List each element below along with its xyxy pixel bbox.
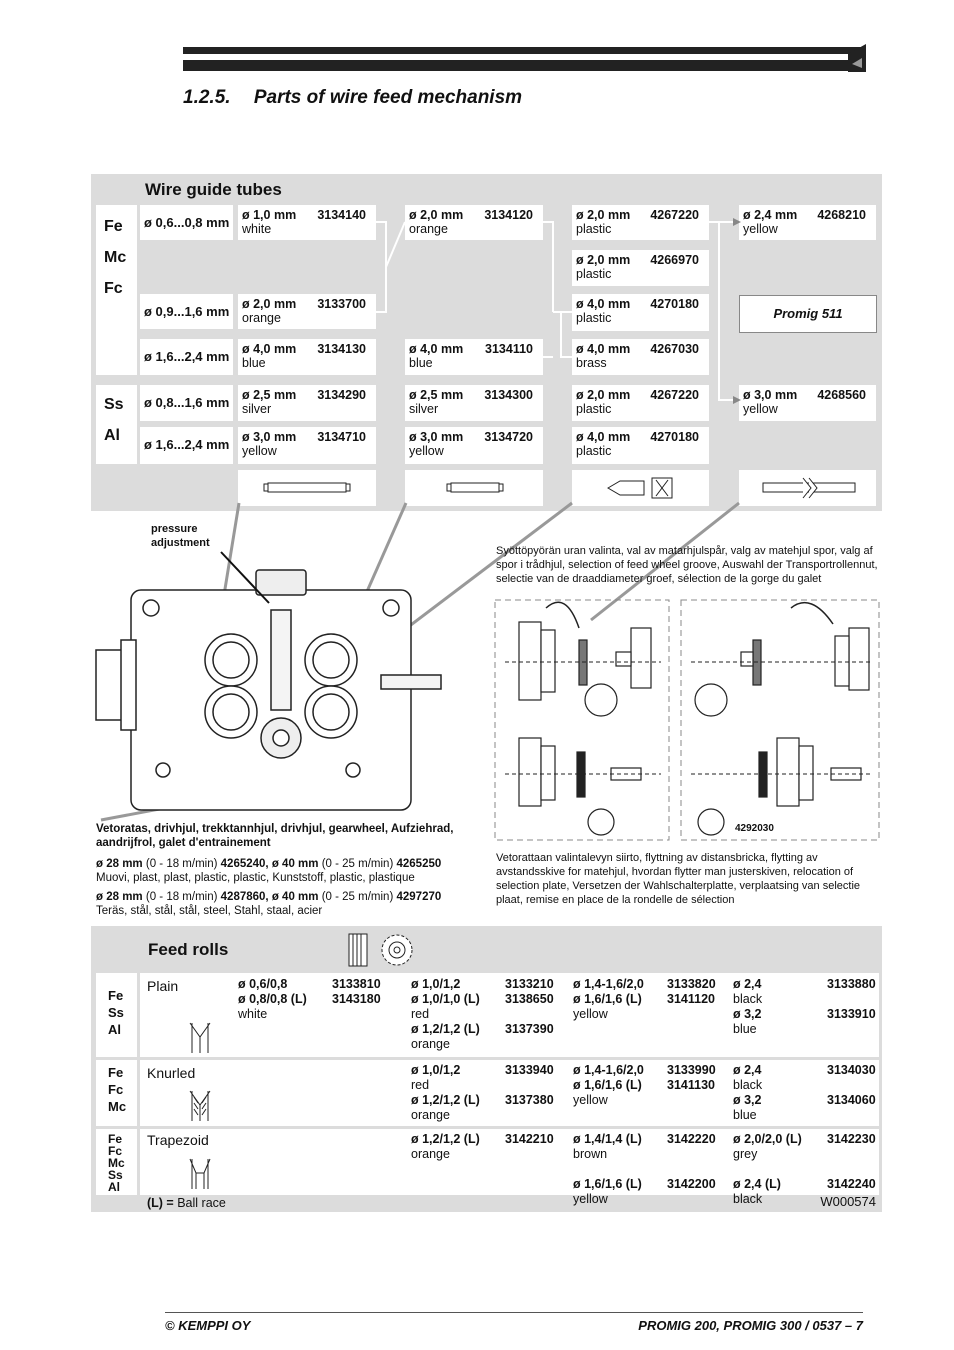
roll-entry: ø 1,0/1,0 (L) 3138650 bbox=[411, 992, 554, 1006]
connector-lines bbox=[91, 174, 882, 511]
plain-groove-icon bbox=[187, 1021, 213, 1055]
roll-column bbox=[411, 1132, 554, 1162]
tube-cell: ø 2,4 mm 4268210 yellow bbox=[739, 205, 876, 240]
gearwheel-plastic: ø 28 mm (0 - 18 m/min) 4265240, ø 40 mm (0 - 25 m/min) 4265250 Muovi, plast, plast, plastic, plastic, Kunststoff, plastic, plastique bbox=[96, 858, 442, 884]
tube-cell: ø 4,0 mm 4270180 plastic bbox=[572, 427, 709, 464]
diameter-range: ø 0,8...1,6 mm bbox=[140, 385, 233, 421]
roll-entry: ø 2,4 (L) 3142240 bbox=[733, 1177, 876, 1191]
tube-cell: ø 2,5 mm 3134300 silver bbox=[405, 385, 543, 421]
roll-entry: red bbox=[411, 1078, 430, 1092]
materials: Fe Fc Mc bbox=[108, 1065, 127, 1114]
tube-cell: ø 2,5 mm 3134290 silver bbox=[238, 385, 376, 421]
knurled-groove-icon bbox=[187, 1089, 213, 1123]
material-fe: Fe bbox=[104, 218, 123, 235]
roll-entry: ø 0,8/0,8 (L) 3143180 bbox=[238, 992, 381, 1006]
diameter-range: ø 0,6...0,8 mm bbox=[140, 205, 233, 240]
pressure-adjustment-label: pressure adjustment bbox=[151, 523, 210, 549]
roll-entry: red bbox=[411, 1007, 430, 1021]
tube-cell: ø 2,0 mm 3133700 orange bbox=[238, 294, 376, 329]
roll-column bbox=[411, 1063, 554, 1123]
wire-guide-panel bbox=[91, 174, 882, 511]
roll-entry: orange bbox=[411, 1147, 450, 1161]
tube-cell: ø 4,0 mm 4270180 plastic bbox=[572, 294, 709, 331]
column-divider bbox=[137, 973, 140, 1195]
feed-rolls-panel bbox=[91, 926, 882, 1212]
roll-entry: ø 1,2/1,2 (L) 3137390 bbox=[411, 1022, 554, 1036]
roll-entry: ø 1,6/1,6 (L) 3142200 bbox=[573, 1177, 716, 1191]
roll-entry: blue bbox=[733, 1022, 757, 1036]
tube-cell: ø 2,0 mm 4267220 plastic bbox=[572, 385, 709, 421]
roll-column bbox=[411, 977, 554, 1052]
page-title bbox=[183, 87, 522, 109]
header-rule-top bbox=[183, 47, 863, 54]
promig-511-label: Promig 511 bbox=[739, 295, 877, 333]
roll-entry: ø 2,4 3134030 bbox=[733, 1063, 876, 1077]
roll-entry: ø 1,2/1,2 (L) 3137380 bbox=[411, 1093, 554, 1107]
footer-doc-info: PROMIG 200, PROMIG 300 / 0537 – 7 bbox=[638, 1318, 863, 1333]
roll-entry: black bbox=[733, 992, 763, 1006]
roll-entry: grey bbox=[733, 1147, 758, 1161]
footer-rule bbox=[165, 1312, 863, 1313]
roll-column bbox=[733, 977, 876, 1037]
roll-entry: ø 1,6/1,6 (L) 3141120 bbox=[573, 992, 715, 1006]
roll-entry: orange bbox=[411, 1108, 450, 1122]
tube-cell: ø 4,0 mm 4267030 brass bbox=[572, 339, 709, 375]
roll-entry: ø 1,4-1,6/2,0 3133990 bbox=[573, 1063, 716, 1077]
tube-cell: ø 1,0 mm 3134140 white bbox=[238, 205, 376, 240]
section-title: Parts of wire feed mechanism bbox=[253, 87, 523, 108]
roll-type-trapezoid: Trapezoid bbox=[147, 1132, 209, 1148]
roll-entry: ø 1,0/1,2 3133940 bbox=[411, 1063, 554, 1077]
roll-column bbox=[573, 977, 716, 1022]
tube-cell: ø 3,0 mm 4268560 yellow bbox=[739, 385, 876, 421]
material-al: Al bbox=[104, 427, 120, 444]
roll-column bbox=[733, 1063, 876, 1123]
tube-cell: ø 4,0 mm 3134110 blue bbox=[405, 339, 543, 375]
roll-type-plain: Plain bbox=[147, 978, 179, 994]
roll-entry: ø 2,0/2,0 (L) 3142230 bbox=[733, 1132, 876, 1146]
footer-copyright: © KEMPPI OY bbox=[165, 1318, 251, 1333]
roll-type-knurled: Knurled bbox=[147, 1065, 196, 1081]
diameter-range: ø 0,9...1,6 mm bbox=[140, 294, 233, 329]
roll-entry: brown bbox=[573, 1147, 608, 1161]
tube-cell: ø 2,0 mm 4266970 plastic bbox=[572, 250, 709, 286]
roll-entry: ø 1,0/1,2 3133210 bbox=[411, 977, 554, 991]
section-number: 1.2.5. bbox=[183, 87, 231, 108]
roll-entry: ø 3,2 3133910 bbox=[733, 1007, 876, 1021]
roll-entry: ø 1,6/1,6 (L) 3141130 bbox=[573, 1078, 715, 1092]
roll-column bbox=[238, 977, 381, 1022]
roll-entry: ø 1,2/1,2 (L) 3142210 bbox=[411, 1132, 554, 1146]
tube-cell: ø 4,0 mm 3134130 blue bbox=[238, 339, 376, 375]
roll-entry: yellow bbox=[573, 1007, 608, 1021]
material-fc: Fc bbox=[104, 280, 123, 297]
roll-entry: black bbox=[733, 1192, 763, 1206]
roll-entry: ø 2,4 3133880 bbox=[733, 977, 876, 991]
roll-column bbox=[573, 1063, 716, 1108]
roll-entry: ø 3,2 3134060 bbox=[733, 1093, 876, 1107]
wire-guide-title: Wire guide tubes bbox=[145, 180, 282, 199]
trapezoid-groove-icon bbox=[187, 1157, 213, 1191]
feed-roll-gear-icon bbox=[347, 931, 419, 969]
tube-cell: ø 2,0 mm 3134120 orange bbox=[405, 205, 543, 240]
roll-entry: ø 0,6/0,8 3133810 bbox=[238, 977, 381, 991]
tube-cell: ø 3,0 mm 3134710 yellow bbox=[238, 427, 376, 464]
roll-entry bbox=[733, 1162, 802, 1177]
roll-column bbox=[573, 1132, 716, 1207]
part-number-label: 4292030 bbox=[735, 823, 774, 834]
groove-selection-text: Syöttöpyörän uran valinta, val av matarhjulspår, valg av matehjul spor, valg af spor i trådhjul, selection of feed wheel groove, Auswahl der Transportrollennut, selectie van de draaddiameter groef, sélection de la gorge du galet bbox=[496, 545, 878, 585]
gearwheel-steel: ø 28 mm (0 - 18 m/min) 4287860, ø 40 mm (0 - 25 m/min) 4297270 Teräs, stål, stål, stål, steel, Stahl, staal, acier bbox=[96, 891, 442, 917]
roll-entry: ø 1,4-1,6/2,0 3133820 bbox=[573, 977, 716, 991]
roll-entry bbox=[573, 1162, 642, 1177]
ball-race-legend: (L) = Ball race bbox=[147, 1196, 226, 1210]
feed-rolls-title: Feed rolls bbox=[148, 940, 229, 959]
diameter-range: ø 1,6...2,4 mm bbox=[140, 339, 233, 375]
roll-entry: yellow bbox=[573, 1093, 608, 1107]
material-mc: Mc bbox=[104, 249, 127, 266]
document-code: W000574 bbox=[820, 1194, 876, 1209]
roll-entry: black bbox=[733, 1078, 763, 1092]
materials: Fe Fc Mc Ss Al bbox=[108, 1132, 125, 1194]
roll-entry: white bbox=[238, 1007, 268, 1021]
gearwheel-title: Vetoratas, drivhjul, trekktannhjul, drivhjul, gearwheel, Aufziehrad, aandrijfrol, galet d'entrainement bbox=[96, 823, 454, 849]
diameter-range: ø 1,6...2,4 mm bbox=[140, 427, 233, 464]
material-ss: Ss bbox=[104, 396, 124, 413]
header-corner-icon bbox=[848, 42, 866, 72]
roll-entry: yellow bbox=[573, 1192, 608, 1206]
roll-entry: orange bbox=[411, 1037, 450, 1051]
selection-plate-text: Vetorattaan valintalevyn siirto, flyttning av distansbricka, flytting av avstandsskive for matehjul, hvordan flytter man justerskiven, relocation of selection plate, Versetzen der Wahlschalterplatte, verplaatsing van selectie plaat, remise en place de la rondelle de sélection bbox=[496, 852, 861, 906]
materials: Fe Ss Al bbox=[108, 988, 124, 1037]
tube-cell: ø 3,0 mm 3134720 yellow bbox=[405, 427, 543, 464]
tube-cell: ø 2,0 mm 4267220 plastic bbox=[572, 205, 709, 240]
roll-entry: blue bbox=[733, 1108, 757, 1122]
roll-entry: ø 1,4/1,4 (L) 3142220 bbox=[573, 1132, 716, 1146]
header-rule-bottom bbox=[183, 60, 853, 71]
